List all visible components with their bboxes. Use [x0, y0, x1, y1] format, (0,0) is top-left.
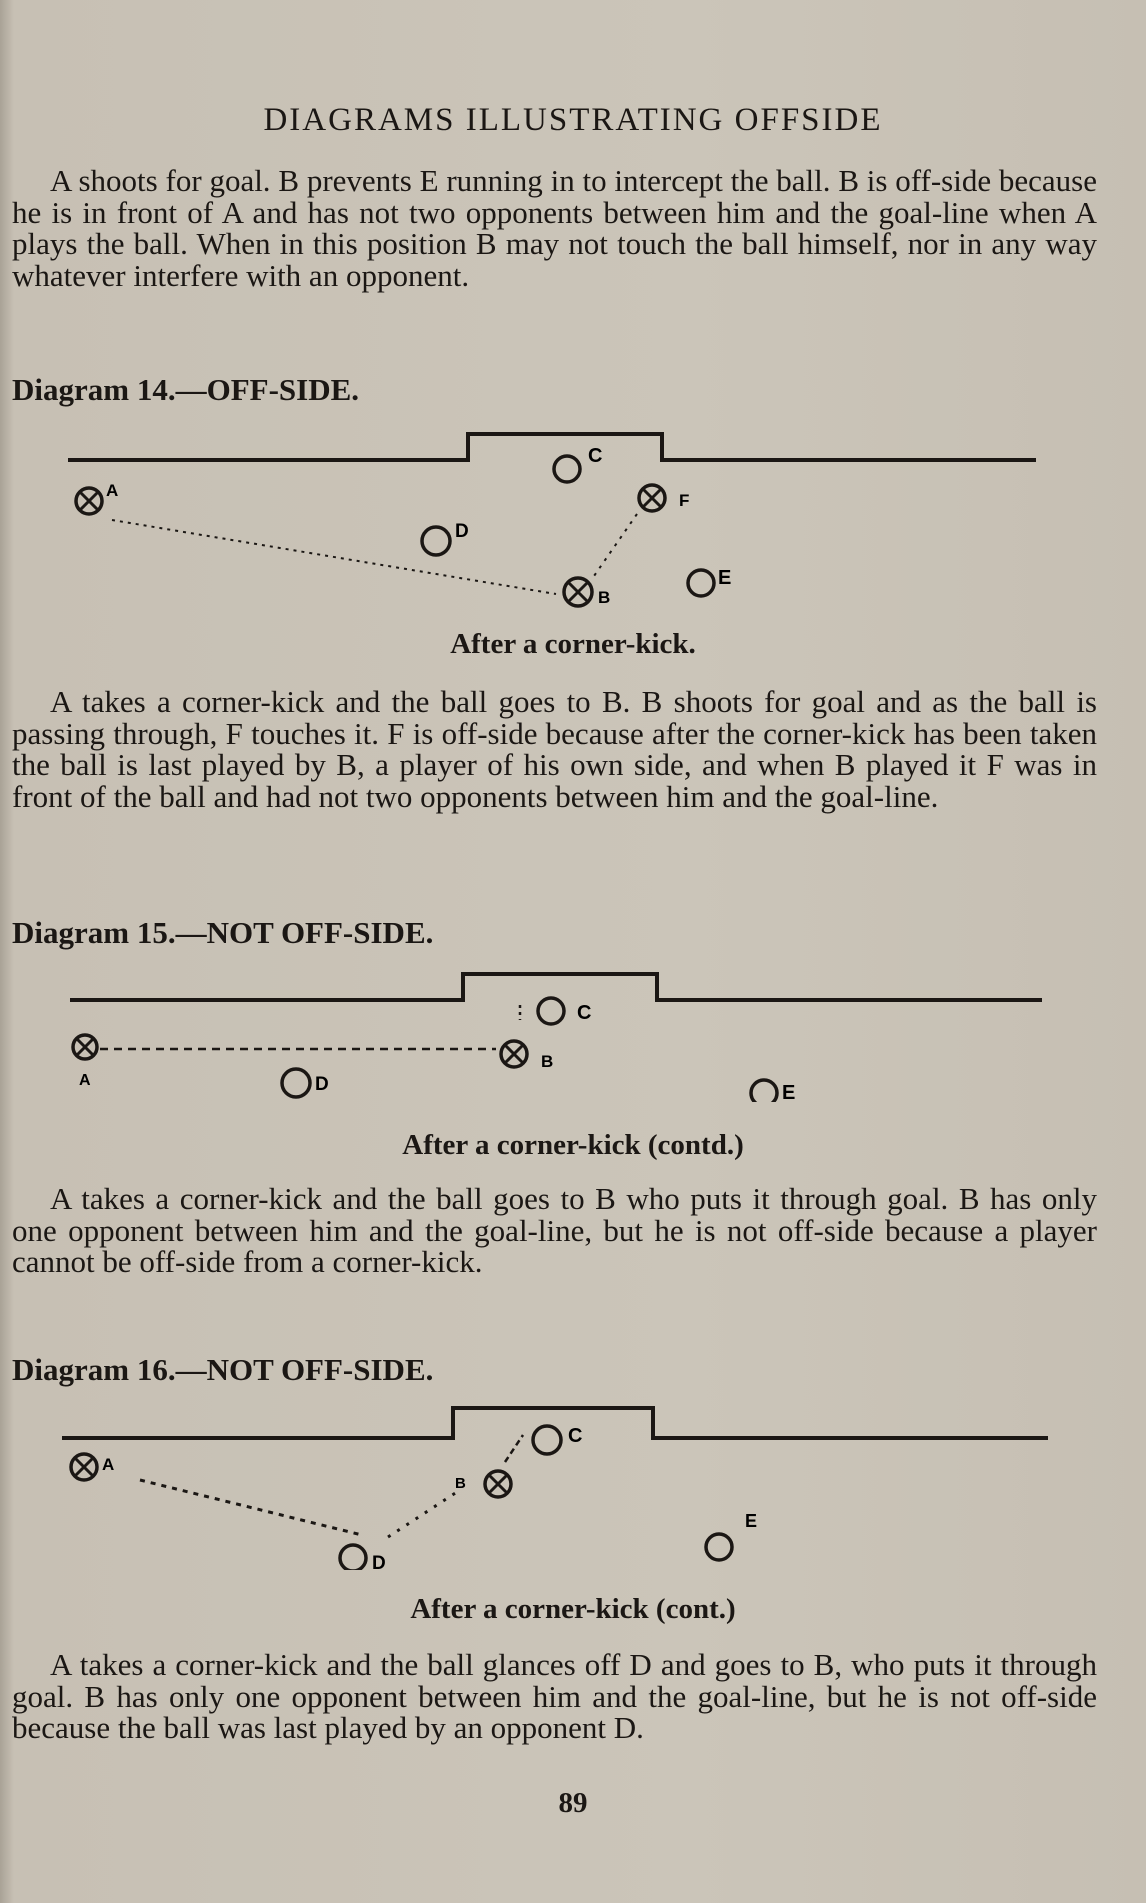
diagram-14-text: A takes a corner-kick and the ball goes to B. B shoots for goal and as the ball is passing through, F touches it. F is off-side because after the corner-kick has been taken the ball is last played by B, a player of his own side, and when B played it F was in front of the ball and had not two opponents between him and the goal-line. [12, 684, 1097, 814]
label-a: A [106, 481, 119, 500]
label-a: A [102, 1455, 115, 1474]
diagram-15-text: A takes a corner-kick and the ball goes to B who puts it through goal. B has only one opponent between him and the goal-line, but he is not off-side because a player cannot be off-side from a corner-kick. [12, 1181, 1097, 1279]
player-d-marker [282, 1069, 310, 1097]
page-number: 89 [558, 1787, 588, 1819]
label-b: B [455, 1475, 466, 1492]
diagram-16-title: Diagram 16.—NOT OFF-SIDE. [12, 1352, 434, 1387]
diagram-15-caption: After a corner-kick (contd.) [402, 1129, 744, 1161]
shot-line-b-f [594, 514, 637, 576]
player-e-marker [751, 1080, 777, 1102]
goal-line-with-goal [70, 974, 1042, 1000]
player-c-marker [554, 456, 580, 482]
label-a: A [79, 1072, 91, 1089]
diagram-16-figure [0, 1390, 1146, 1570]
player-a-marker [73, 1035, 97, 1059]
intro-paragraph: A shoots for goal. B prevents E running in to intercept the ball. B is off-side because he is in front of A and has not two opponents between him and the goal-line when A plays the ball. When in this position B may not touch the ball himself, nor in any way whatever interfere with an opponent. [12, 163, 1097, 293]
diagram-14-caption: After a corner-kick. [450, 628, 696, 660]
diagram-14-title: Diagram 14.—OFF-SIDE. [12, 372, 360, 407]
goal-line-with-goal [62, 1408, 1048, 1438]
page-header: DIAGRAMS ILLUSTRATING OFFSIDE [263, 102, 883, 138]
player-e-marker [706, 1534, 732, 1560]
diagram-15-title: Diagram 15.—NOT OFF-SIDE. [12, 915, 434, 950]
pass-line-a-b [112, 520, 556, 594]
player-a-marker [71, 1454, 97, 1480]
diagram-14-figure [0, 420, 1146, 610]
label-e: E [745, 1511, 758, 1531]
label-d: D [372, 1553, 386, 1570]
player-b-marker [564, 578, 592, 606]
player-b-marker [485, 1471, 511, 1497]
diagram-15-figure [0, 962, 1146, 1102]
player-e-marker [688, 570, 714, 596]
pass-line-a-d [140, 1480, 362, 1535]
player-d-marker [340, 1545, 366, 1570]
goal-line-with-goal [68, 434, 1036, 460]
player-c-marker [538, 998, 564, 1024]
player-a-marker [76, 488, 102, 514]
player-d-marker [422, 527, 450, 555]
player-c-marker [533, 1426, 561, 1454]
diagram-16-caption: After a corner-kick (cont.) [410, 1593, 736, 1625]
diagram-16-text: A takes a corner-kick and the ball glances off D and goes to B, who puts it through goal. B has only one opponent between him and the goal-line, but he is not off-side because the ball was last played by an opponent D. [12, 1647, 1097, 1745]
label-e: E [718, 567, 732, 589]
label-e: E [782, 1082, 796, 1102]
label-b: B [541, 1052, 554, 1071]
label-b: B [598, 588, 611, 607]
label-d: D [315, 1074, 329, 1095]
label-d: D [455, 521, 469, 542]
player-b-marker [501, 1041, 527, 1067]
label-c: C [568, 1425, 583, 1447]
player-f-marker [639, 485, 665, 511]
deflection-line-d-b [388, 1490, 460, 1537]
label-f: F [679, 491, 690, 510]
label-c: C [588, 445, 603, 467]
label-c: C [577, 1002, 592, 1024]
shot-line-b-goal [505, 1435, 523, 1462]
